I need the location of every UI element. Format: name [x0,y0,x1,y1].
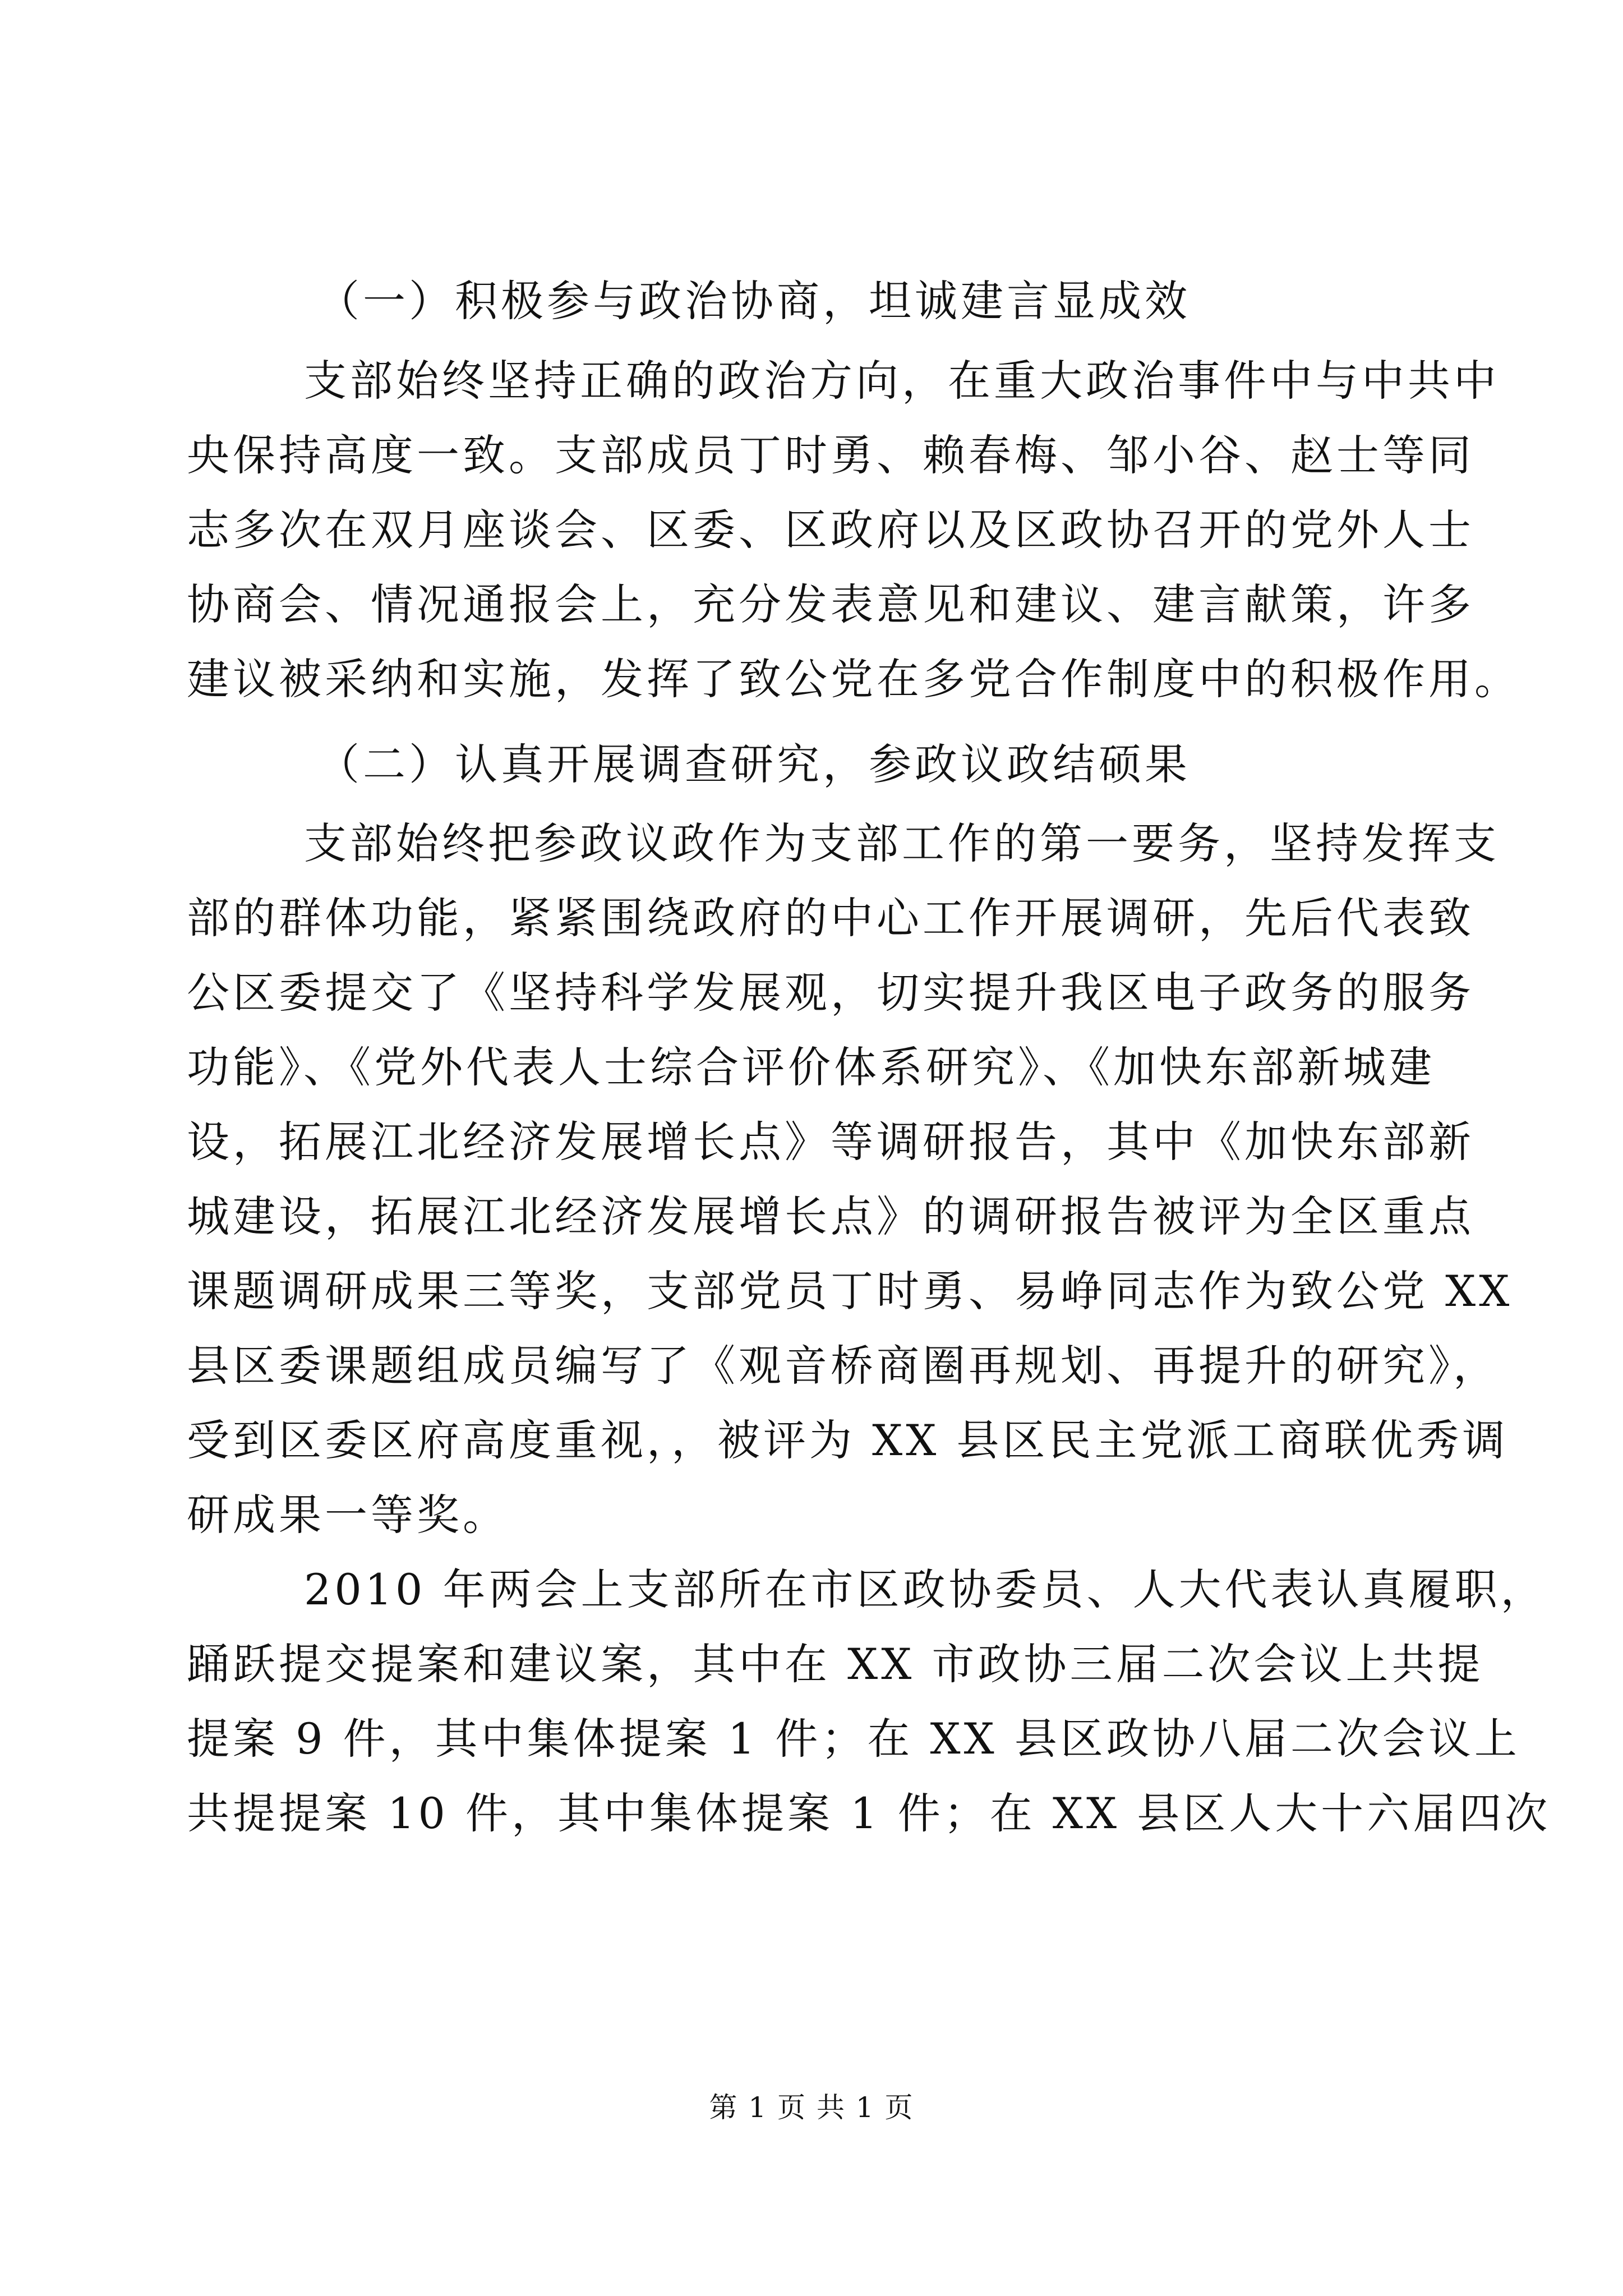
paragraph-line: 2010 年两会上支部所在市区政协委员、人大代表认真履职， [304,1565,1547,1614]
section-heading-2: （二）认真开展调查研究，参政议政结硕果 [317,739,1191,789]
paragraph-line: 协商会、情况通报会上，充分发表意见和建议、建言献策，许多 [187,579,1474,629]
paragraph-line: 城建设，拓展江北经济发展增长点》的调研报告被评为全区重点 [187,1191,1474,1241]
paragraph-line: 受到区委区府高度重视，，被评为 XX 县区民主党派工商联优秀调 [187,1415,1509,1465]
paragraph-line: 央保持高度一致。支部成员丁时勇、赖春梅、邹小谷、赵士等同 [187,430,1474,480]
section-heading-1: （一）积极参与政治协商，坦诚建言显成效 [317,276,1191,326]
paragraph-line: 志多次在双月座谈会、区委、区政府以及区政协召开的党外人士 [187,505,1474,555]
paragraph-line: 设，拓展江北经济发展增长点》等调研报告，其中《加快东部新 [187,1117,1474,1167]
paragraph-line: 公区委提交了《坚持科学发展观，切实提升我区电子政务的服务 [187,968,1474,1018]
paragraph-line: 踊跃提交提案和建议案，其中在 XX 市政协三届二次会议上共提 [187,1639,1484,1689]
paragraph-line: 研成果一等奖。 [187,1490,509,1540]
page-footer: 第 1 页 共 1 页 [709,2091,914,2124]
paragraph-line: 县区委课题组成员编写了《观音桥商圈再规划、再提升的研究》， [187,1341,1499,1391]
paragraph-line: 支部始终把参政议政作为支部工作的第一要务，坚持发挥支 [304,818,1500,868]
paragraph-line: 提案 9 件，其中集体提案 1 件；在 XX 县区政协八届二次会议上 [187,1714,1520,1764]
paragraph-line: 支部始终坚持正确的政治方向，在重大政治事件中与中共中 [304,356,1500,406]
paragraph-line: 共提提案 10 件，其中集体提案 1 件；在 XX 县区人大十六届四次 [187,1788,1551,1838]
paragraph-line: 功能》、《党外代表人士综合评价体系研究》、《加快东部新城建 [187,1042,1435,1092]
paragraph-line: 部的群体功能，紧紧围绕政府的中心工作开展调研，先后代表致 [187,893,1474,943]
paragraph-line: 建议被采纳和实施，发挥了致公党在多党合作制度中的积极作用。 [187,654,1520,704]
paragraph-line: 课题调研成果三等奖，支部党员丁时勇、易峥同志作为致公党 XX [187,1266,1513,1316]
